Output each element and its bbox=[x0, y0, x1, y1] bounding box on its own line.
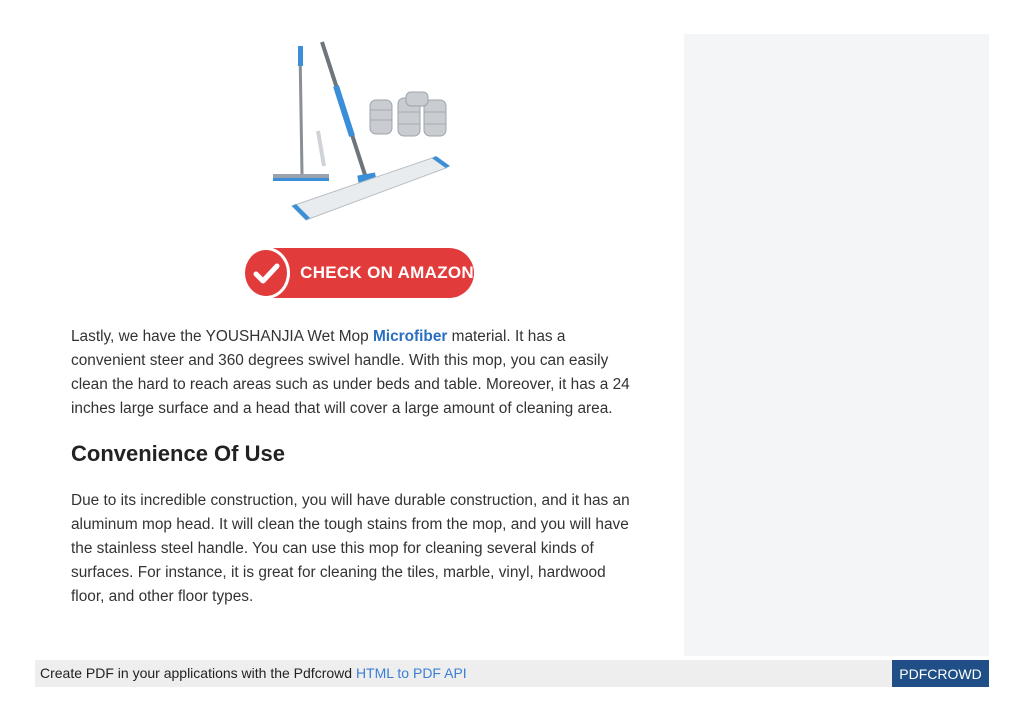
intro-text-end: material. It has a convenient steer and 360 degrees swivel handle. With this mop, you can easily clean the hard to reach areas such as under beds and table. Moreover, it has a 24 inches large surface and a head that will cover a large amount of cleaning area. bbox=[71, 328, 630, 417]
convenience-paragraph: Due to its incredible construction, you will have durable construction, and it has an aluminum mop head. It will clean the tough stains from the mop, and you will have the stainless steel handle. You can use this mop for cleaning several kinds of surfaces. For instance, it is great for cleaning the tiles, marble, vinyl, hardwood floor, and other floor types. bbox=[71, 492, 630, 605]
html-to-pdf-api-link[interactable]: HTML to PDF API bbox=[355, 665, 467, 681]
footer-message: Create PDF in your applications with the Pdfcrowd bbox=[40, 665, 356, 681]
section-heading: Convenience Of Use bbox=[71, 441, 285, 466]
microfiber-link[interactable]: Microfiber bbox=[372, 328, 448, 345]
sidebar-panel bbox=[684, 34, 989, 656]
pdf-footer-bar bbox=[35, 660, 989, 687]
check-on-amazon-button[interactable] bbox=[244, 248, 474, 298]
checkmark-icon bbox=[242, 247, 290, 299]
pdfcrowd-brand-link[interactable]: PDFCROWD bbox=[892, 660, 989, 687]
mop-illustration bbox=[200, 36, 520, 246]
footer-text bbox=[40, 665, 467, 681]
intro-text-start: Lastly, we have the YOUSHANJIA Wet Mop bbox=[71, 328, 373, 345]
intro-paragraph bbox=[71, 325, 641, 421]
check-on-amazon-label: CHECK ON AMAZON bbox=[300, 263, 474, 282]
